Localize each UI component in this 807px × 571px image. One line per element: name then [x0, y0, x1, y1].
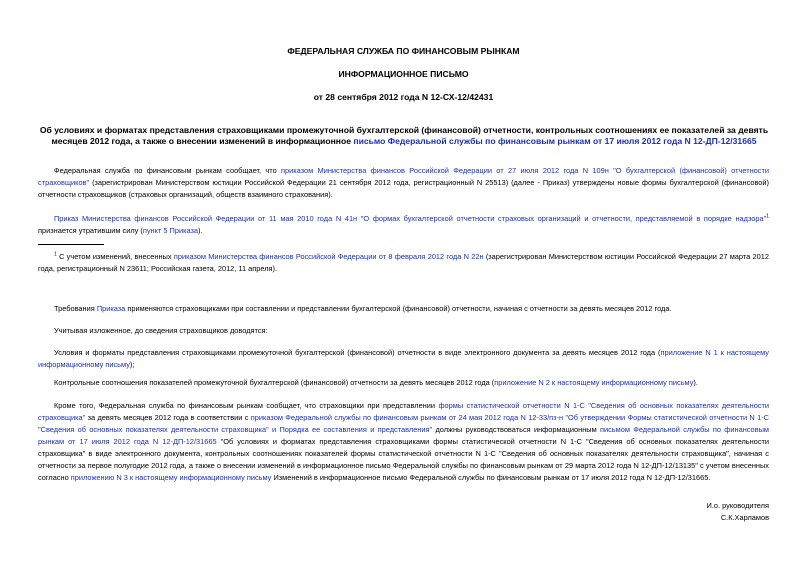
title-text: Об условиях и форматах представления страховщиками промежуточной бухгалтерской (финансовой) отчетности, контрольных соотношениях ее показателей за девять месяцев 2012 года, а также о внесении изменений в информационное [39, 125, 769, 146]
p1-text-1: Федеральная служба по финансовым рынкам сообщает, что [54, 166, 282, 175]
p7-text-2: за девять месяцев 2012 года в соответствии с [85, 413, 251, 422]
p7-text-4: "Об условиях и форматах представления страховщиками формы статистической отчетности N 1-С "Сведения об основных показателях деятельности страховщика" в виде электронного документа, контрольных соотношениях показателей формы статистической отчетности N 1-С "Сведения об основных показателях деятельности страховщика", начиная с отчетности за первое полугодие 2012 года, а также о внесении изменений в информационное письмо Федеральной службы по финансовым рынкам от 29 марта 2012 года N 12-ДП-12/13135" с учетом внесенных согласно [38, 437, 770, 482]
p2-link-item-5[interactable]: пункт 5 Приказа [142, 226, 199, 235]
p6-link-appendix-2[interactable]: приложение N 2 к настоящему информационному письму [494, 378, 694, 387]
p2-text-2: ). [198, 226, 203, 235]
document-title [38, 125, 770, 147]
paragraph-4 [38, 325, 769, 337]
paragraph-6 [38, 377, 769, 389]
document-date: от 28 сентября 2012 года N 12-СХ-12/42431 [313, 92, 494, 102]
p7-link-order-12-33[interactable]: приказом Федеральной службы по финансовым рынкам от 24 мая 2012 года N 12-33/пз-н "Об утверждении Формы статистической отчетности N 1-С "Сведения об основных показателях деятельности страховщика" и Порядка ее составления и представления" [38, 413, 769, 434]
paragraph-3 [38, 303, 769, 315]
p4-text: Учитывая изложенное, до сведения страховщиков доводятся: [54, 326, 268, 335]
p6-text-1: Контрольные соотношения показателей промежуточной бухгалтерской (финансовой) отчетности за девять месяцев 2012 года ( [54, 378, 495, 387]
footnote-ref[interactable]: 1 [766, 213, 769, 220]
p7-link-appendix-3[interactable]: приложению N 3 к настоящему информационному письму [70, 473, 272, 482]
p3-text-2: применяются страховщиками при составлении и представлении бухгалтерской (финансовой) отчетности, начиная с отчетности за девять месяцев 2012 года. [125, 304, 672, 313]
footnote-link-order-22n[interactable]: приказом Министерства финансов Российской Федерации от 8 февраля 2012 года N 22н [173, 252, 484, 261]
document-type: ИНФОРМАЦИОННОЕ ПИСЬМО [338, 69, 469, 79]
p5-text-1: Условия и форматы представления страховщиками промежуточной бухгалтерской (финансовой) отчетности в виде электронного документа за девять месяцев 2012 года ( [54, 348, 661, 357]
p2-text-1: признается утратившим силу ( [38, 226, 143, 235]
paragraph-1 [38, 165, 769, 201]
p5-text-2: ); [129, 360, 135, 369]
p3-text-1: Требования [54, 304, 97, 313]
p1-link-order-109n[interactable]: приказом Министерства финансов Российской Федерации от 27 июля 2012 года N 109н "О бухгалтерской (финансовой) отчетности страховщиков" [38, 166, 769, 187]
footnote [38, 251, 769, 275]
p2-link-order-41n[interactable]: Приказ Министерства финансов Российской Федерации от 11 мая 2010 года N 41н "О формах бухгалтерской отчетности страховых организаций и отчетности, представляемой в порядке надзора" [54, 214, 767, 223]
footnote-number: 1 [54, 251, 57, 258]
p1-text-2: (зарегистрирован Министерством юстиции Российской Федерации 21 сентября 2012 года, регистрационный N 25513) (далее - Приказ) утверждены новые формы бухгалтерской (финансовой) отчетности страховщиков (страховых организаций, обществ взаимного страхования). [38, 178, 769, 199]
agency-name: ФЕДЕРАЛЬНАЯ СЛУЖБА ПО ФИНАНСОВЫМ РЫНКАМ [287, 46, 520, 56]
p7-text-3: должны руководствоваться информационным [432, 425, 600, 434]
p7-text-5: Изменений в информационное письмо Федеральной службы по финансовым рынкам от 17 июля 2012 года N 12-ДП-12/31665. [271, 473, 711, 482]
footnote-text-1: С учетом изменений, внесенных [56, 252, 174, 261]
footnote-text-2: (зарегистрирован Министерством юстиции Российской Федерации 27 марта 2012 года, регистрационный N 23611; Российская газета, 2012, 11 апреля). [38, 252, 769, 273]
paragraph-7 [38, 400, 769, 484]
p3-link-order[interactable]: Приказа [96, 304, 126, 313]
footnote-divider [38, 244, 104, 245]
p7-text-1: Кроме того, Федеральная служба по финансовым рынкам сообщает, что страховщики при представлении [54, 401, 439, 410]
title-link[interactable]: письмо Федеральной службы по финансовым рынкам от 17 июля 2012 года N 12-ДП-12/31665 [353, 136, 757, 146]
p7-link-form-1c[interactable]: формы статистической отчетности N 1-С "Сведения об основных показателях деятельности страховщика" [38, 401, 770, 422]
paragraph-5 [38, 347, 769, 371]
signatory-name: С.К.Харламов [720, 513, 769, 522]
signatory-position: И.о. руководителя [706, 501, 769, 510]
paragraph-2 [38, 213, 769, 237]
p7-link-letter-31665[interactable]: письмом Федеральной службы по финансовым рынкам от 17 июля 2012 года N 12-ДП-12/31665 [38, 425, 769, 446]
p6-text-2: ). [693, 378, 698, 387]
p5-link-appendix-1[interactable]: приложение N 1 к настоящему информационному письму [38, 348, 770, 369]
